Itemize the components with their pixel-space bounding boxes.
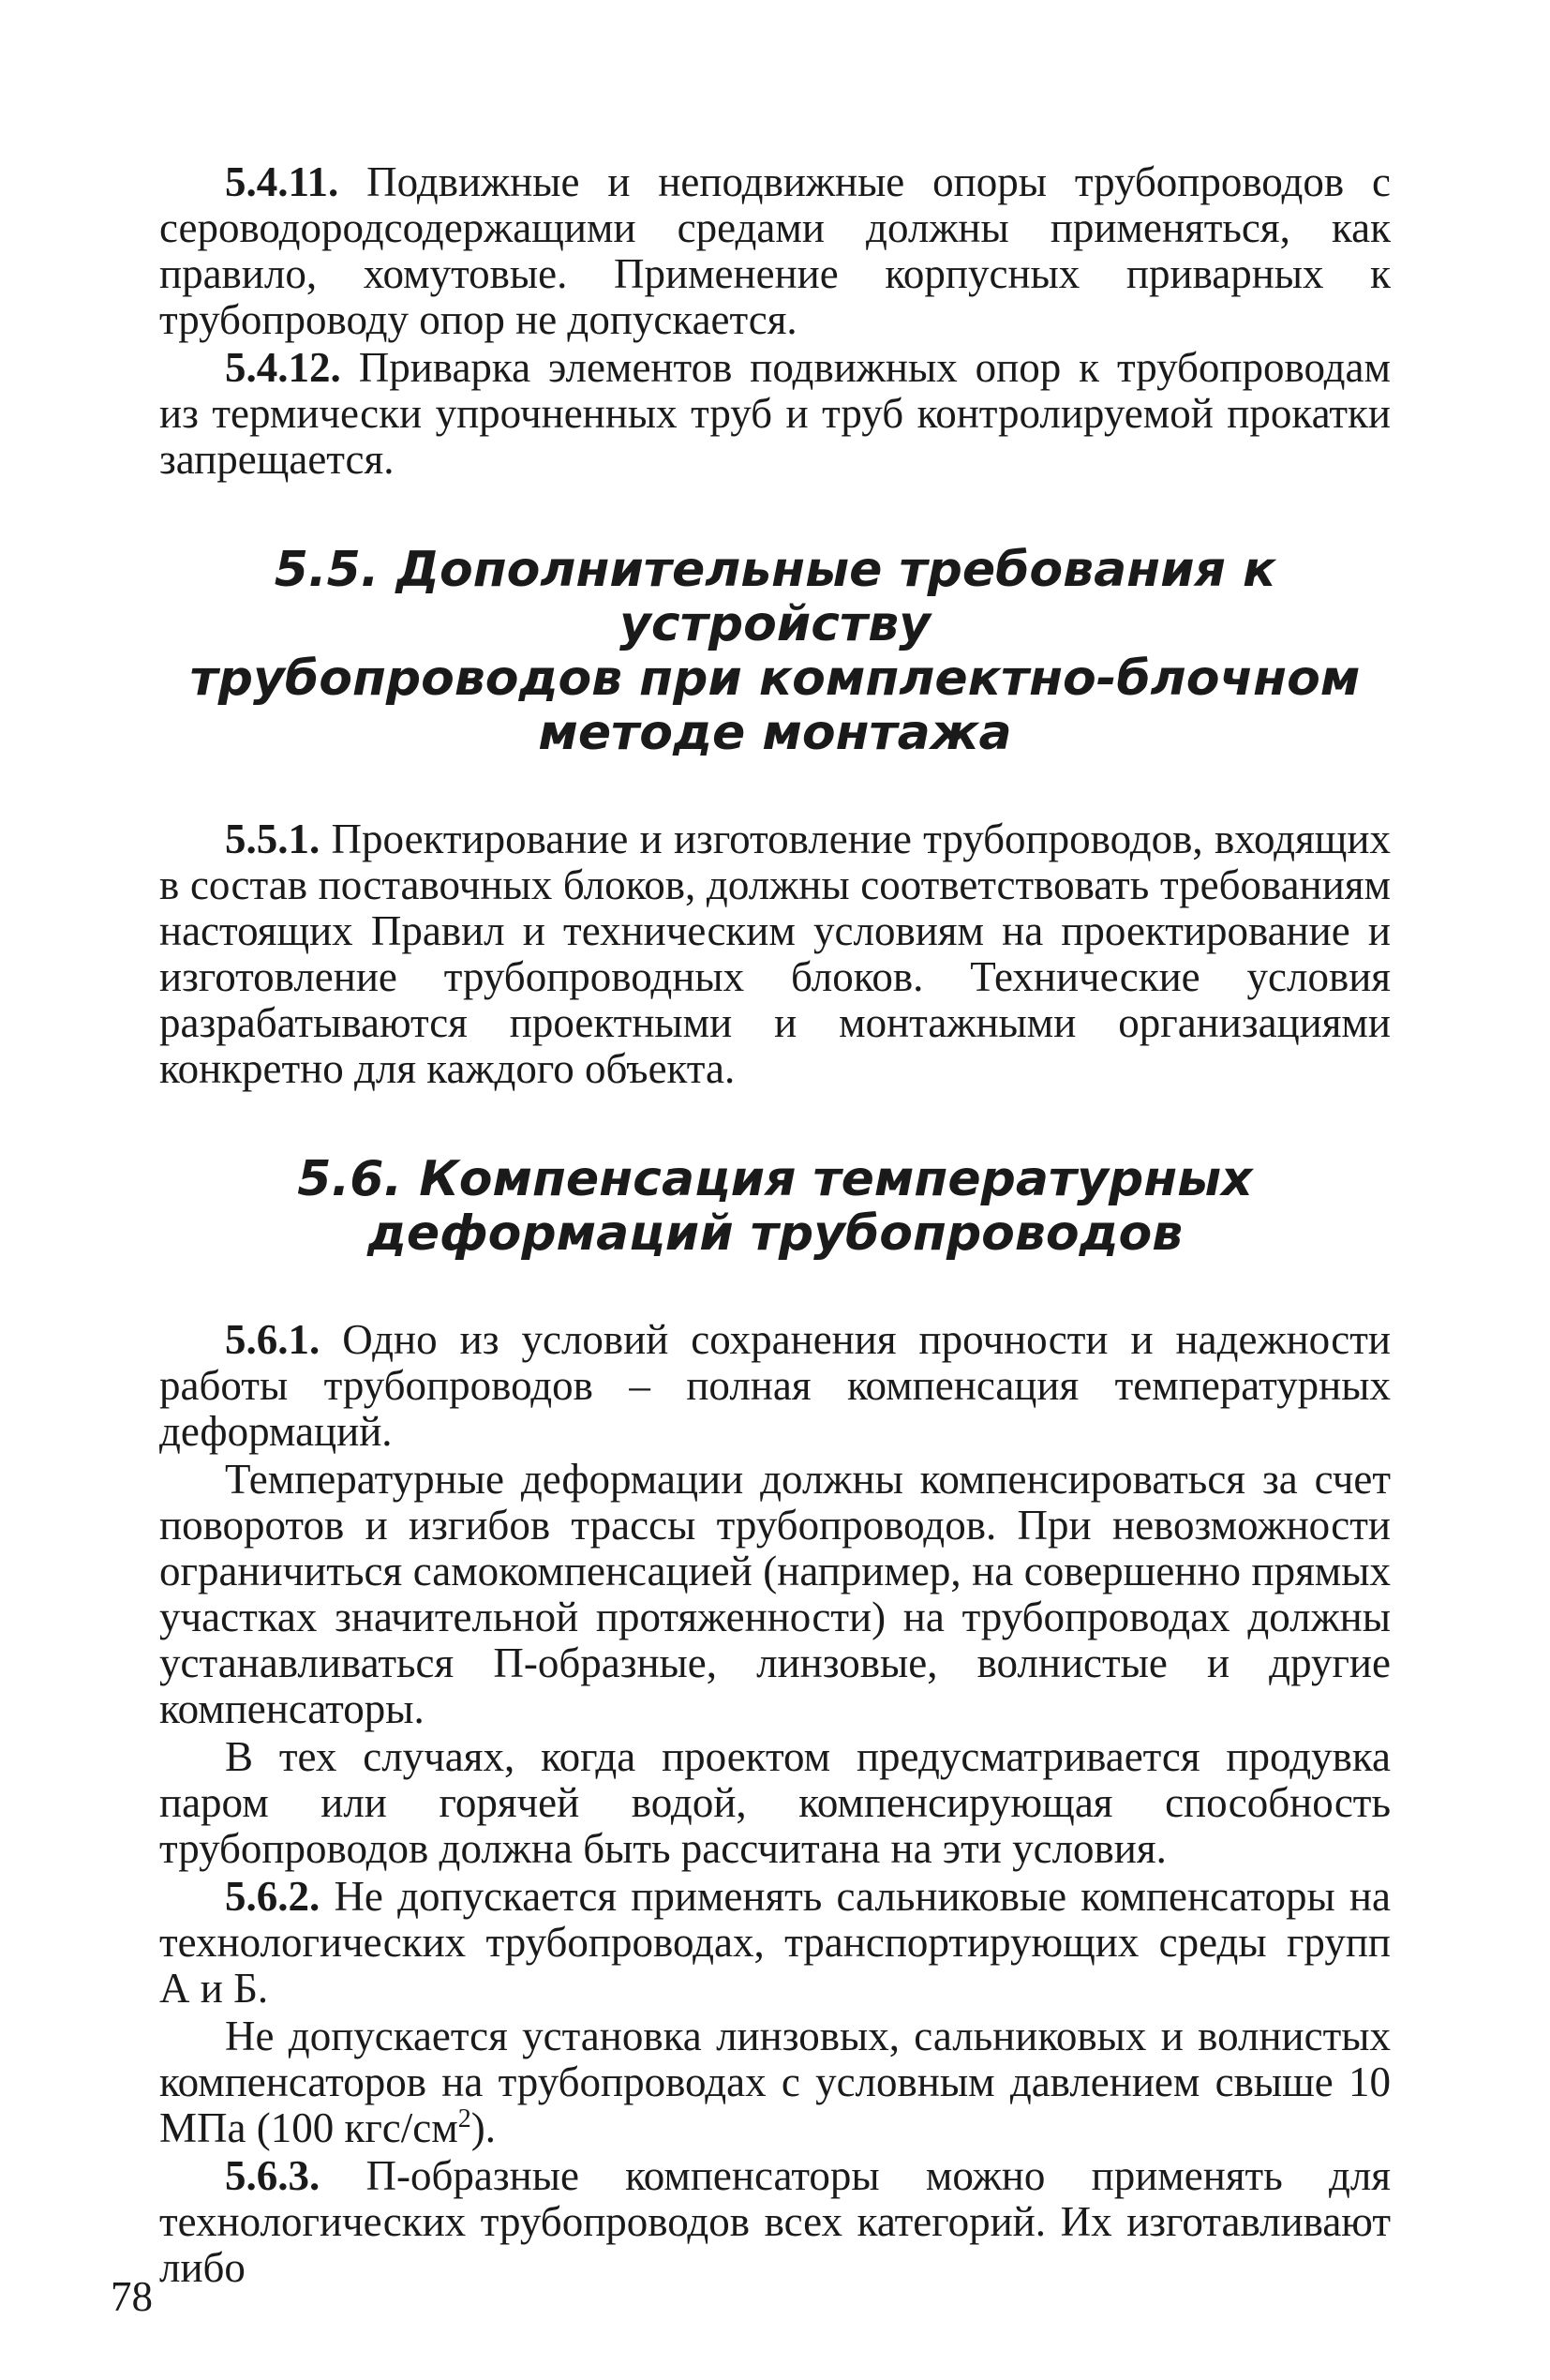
clause-text: Приварка элементов подвижных опор к трубопроводам из термически упрочненных труб и труб контролируемой прокатки запрещается. [159, 344, 1391, 483]
clause-number: 5.6.3. [225, 2152, 320, 2199]
heading-line: трубопроводов при комплектно-блочном [189, 651, 1361, 707]
clause-number: 5.6.1. [225, 1316, 320, 1363]
clause-text: Проектирование и изготовление трубопроводов, входящих в состав поставочных блоков, должны соответствовать требованиям настоящих Правил и техническим условиям на проектирование и изготовление трубопроводных блоков. Технические условия разрабатываются проектными и монтажными организациями конкретно для каждого объекта. [159, 816, 1392, 1092]
clause-number: 5.5.1. [225, 816, 320, 862]
paragraph-5-6-1 [159, 1317, 1391, 1455]
heading-line: методе монтажа [538, 705, 1012, 761]
paragraph-5-4-12 [159, 345, 1391, 483]
paragraph-purging [159, 1734, 1391, 1872]
paragraph-temperature-deformations [159, 1457, 1391, 1732]
clause-text: Одно из условий сохранения прочности и надежности работы трубопроводов – полная компенсация температурных деформаций. [159, 1316, 1391, 1455]
heading-line: деформаций трубопроводов [366, 1205, 1184, 1262]
clause-number: 5.4.12. [225, 344, 341, 391]
paragraph-text: Температурные деформации должны компенсироваться за счет поворотов и изгибов трассы трубопроводов. При невозможности ограничиться самокомпенсацией (например, на совершенно прямых участках значительной протяженности) на трубопроводах должны устанавливаться П-образные, линзовые, волнистые и другие компенсаторы. [159, 1456, 1391, 1732]
heading-line: 5.6. Компенсация температурных [297, 1151, 1253, 1207]
paragraph-5-4-11 [159, 159, 1391, 343]
paragraph-5-6-3 [159, 2153, 1391, 2291]
paragraph-text-end: ). [470, 2104, 496, 2151]
clause-text: Подвижные и неподвижные опоры трубопроводов с сероводородсодержащими средами должны применяться, как правило, хомутовые. Применение корпусных приварных к трубопроводу опор не допускается. [159, 158, 1392, 343]
paragraph-5-6-2 [159, 1874, 1391, 2012]
clause-number: 5.6.2. [225, 1873, 320, 1920]
paragraph-text: В тех случаях, когда проектом предусматривается продувка паром или горячей водой, компенсирующая способность трубопроводов должна быть рассчитана на эти условия. [159, 1733, 1391, 1872]
page-number: 78 [111, 2273, 153, 2320]
clause-text: П-образные компенсаторы можно применять для технологических трубопроводов всех категорий. Их изготавливают либо [159, 2152, 1392, 2291]
paragraph-compensator-restriction [159, 2013, 1391, 2151]
section-heading-5-5 [159, 543, 1391, 760]
superscript: 2 [457, 2104, 471, 2133]
section-heading-5-6 [159, 1152, 1391, 1261]
clause-text: Не допускается применять сальниковые компенсаторы на технологических трубопроводах, транспортирующих среды групп А и Б. [159, 1873, 1391, 2012]
page-content [159, 159, 1391, 2293]
heading-line: 5.5. Дополнительные требования к устройству [274, 542, 1276, 652]
paragraph-5-5-1 [159, 816, 1391, 1092]
clause-number: 5.4.11. [225, 158, 339, 205]
paragraph-text: Не допускается установка линзовых, сальниковых и волнистых компенсаторов на трубопроводах с условным давлением свыше 10 МПа (100 кгс/см [159, 2013, 1391, 2151]
